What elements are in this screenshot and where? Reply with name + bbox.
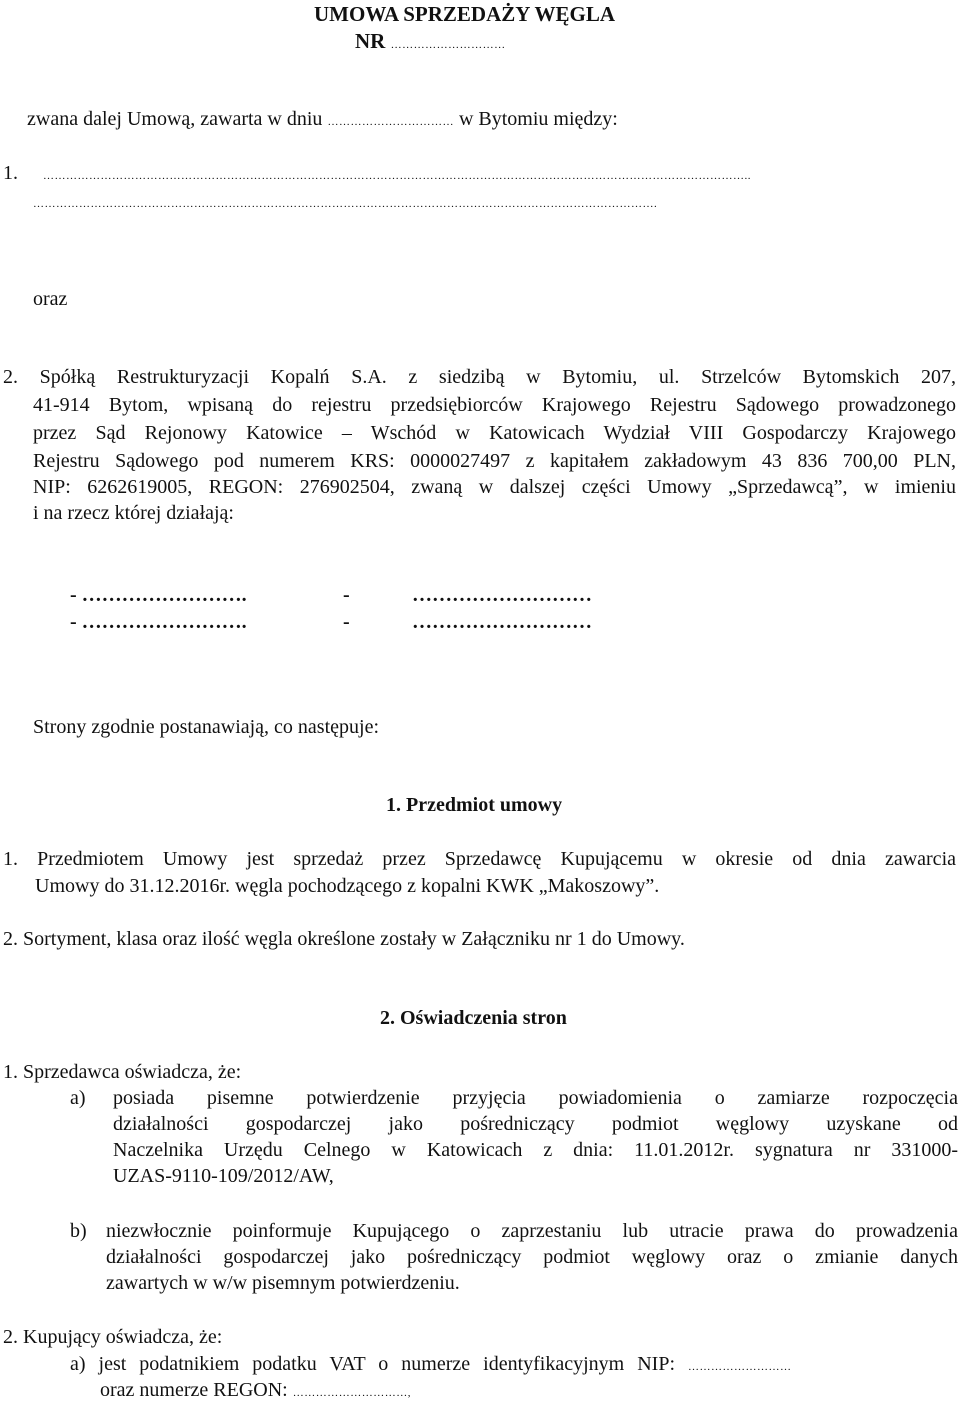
item-a-line1: posiada pisemne potwierdzenie przyjęcia powiadomienia o zamiarze rozpoczęcia bbox=[113, 1087, 958, 1109]
buyer-nip-text: a) jest podatnikiem podatku VAT o numerze identyfikacyjnym NIP: bbox=[70, 1353, 676, 1375]
signatory-2-role: ……………………… bbox=[412, 611, 592, 633]
intro-line bbox=[27, 106, 618, 135]
section-1-p2: 2. Sortyment, klasa oraz ilość węgla określone zostały w Załączniku nr 1 do Umowy. bbox=[3, 928, 685, 950]
section-1-p1-line2: Umowy do 31.12.2016r. węgla pochodzącego z kopalni KWK „Makoszowy”. bbox=[35, 875, 660, 897]
contract-number-label: NR bbox=[355, 29, 386, 53]
item-a-line3: Naczelnika Urzędu Celnego w Katowicach z dnia: 11.01.2012r. sygnatura nr 331000- bbox=[113, 1139, 958, 1161]
document-title: UMOWA SPRZEDAŻY WĘGLA bbox=[314, 2, 616, 26]
party2-line3: przez Sąd Rejonowy Katowice – Wschód w Katowicach Wydział VIII Gospodarczy Krajowego bbox=[33, 422, 956, 444]
party1-dots-1: ………………………………………………………………………………………………………………………………………………………………….. bbox=[43, 170, 751, 182]
item-b-line3: zawartych w w/w pisemnym potwierdzeniu. bbox=[106, 1272, 460, 1294]
agreement-intro: Strony zgodnie postanawiają, co następuje: bbox=[33, 716, 380, 738]
signatory-2-name: - ……………………. bbox=[70, 611, 247, 633]
buyer-declares-lead: 2. Kupujący oświadcza, że: bbox=[3, 1326, 223, 1348]
item-a-line2: działalności gospodarczej jako pośredniczący podmiot węglowy uzyskane od bbox=[113, 1113, 958, 1135]
section-2-heading: 2. Oświadczenia stron bbox=[380, 1007, 567, 1029]
buyer-nip-dots: ……………………… bbox=[688, 1361, 792, 1373]
signatory-1-dash: - bbox=[343, 584, 350, 606]
party2-line5: NIP: 6262619005, REGON: 276902504, zwaną w dalszej części Umowy „Sprzedawcą”, w imieniu bbox=[33, 476, 956, 498]
party1-line1 bbox=[3, 160, 960, 189]
section-1-heading: 1. Przedmiot umowy bbox=[386, 794, 563, 816]
intro-lead: zwana dalej Umową, zawarta w dniu bbox=[27, 108, 323, 130]
signatory-1-role: ……………………… bbox=[412, 584, 592, 606]
party1-line2 bbox=[33, 188, 933, 217]
party1-number: 1. bbox=[3, 162, 18, 184]
party2-line1: 2. Spółką Restrukturyzacji Kopalń S.A. z siedzibą w Bytomiu, ul. Strzelców Bytomskich 207, bbox=[3, 366, 956, 388]
item-a-label: a) bbox=[70, 1087, 86, 1109]
signatory-1-name: - ……………………. bbox=[70, 584, 247, 606]
contract-number-line bbox=[355, 28, 506, 58]
intro-tail: w Bytomiu między: bbox=[458, 108, 618, 130]
party2-line6: i na rzecz której działają: bbox=[33, 502, 234, 524]
item-b-label: b) bbox=[70, 1220, 87, 1242]
oraz-text: oraz bbox=[33, 288, 68, 310]
item-b-line1: niezwłocznie poinformuje Kupującego o zaprzestaniu lub utracie prawa do prowadzenia bbox=[106, 1220, 958, 1242]
item-b-line2: działalności gospodarczej jako pośredniczący podmiot węglowy oraz o zmianie danych bbox=[106, 1246, 958, 1268]
party2-line2: 41-914 Bytom, wpisaną do rejestru przedsiębiorców Krajowego Rejestru Sądowego prowadzonego bbox=[33, 394, 956, 416]
buyer-item-a-line2 bbox=[100, 1377, 411, 1406]
party1-dots-2: ………………………………………………………………………………………………………………………………………………. bbox=[33, 198, 658, 210]
seller-declares-lead: 1. Sprzedawca oświadcza, że: bbox=[3, 1061, 242, 1083]
intro-date-dots: …………………………… bbox=[327, 116, 454, 128]
section-1-p1-line1: 1. Przedmiotem Umowy jest sprzedaż przez Sprzedawcę Kupującemu w okresie od dnia zawarcia bbox=[3, 848, 956, 870]
buyer-item-a-line1 bbox=[70, 1351, 792, 1380]
signatory-2-dash: - bbox=[343, 611, 350, 633]
buyer-regon-dots: …………………………, bbox=[292, 1387, 411, 1399]
item-a-line4: UZAS-9110-109/2012/AW, bbox=[113, 1165, 334, 1187]
contract-number-dots: ………………………… bbox=[390, 39, 506, 51]
buyer-regon-text: oraz numerze REGON: bbox=[100, 1379, 288, 1401]
party2-line4: Rejestru Sądowego pod numerem KRS: 0000027497 z kapitałem zakładowym 43 836 700,00 PLN, bbox=[33, 450, 956, 472]
